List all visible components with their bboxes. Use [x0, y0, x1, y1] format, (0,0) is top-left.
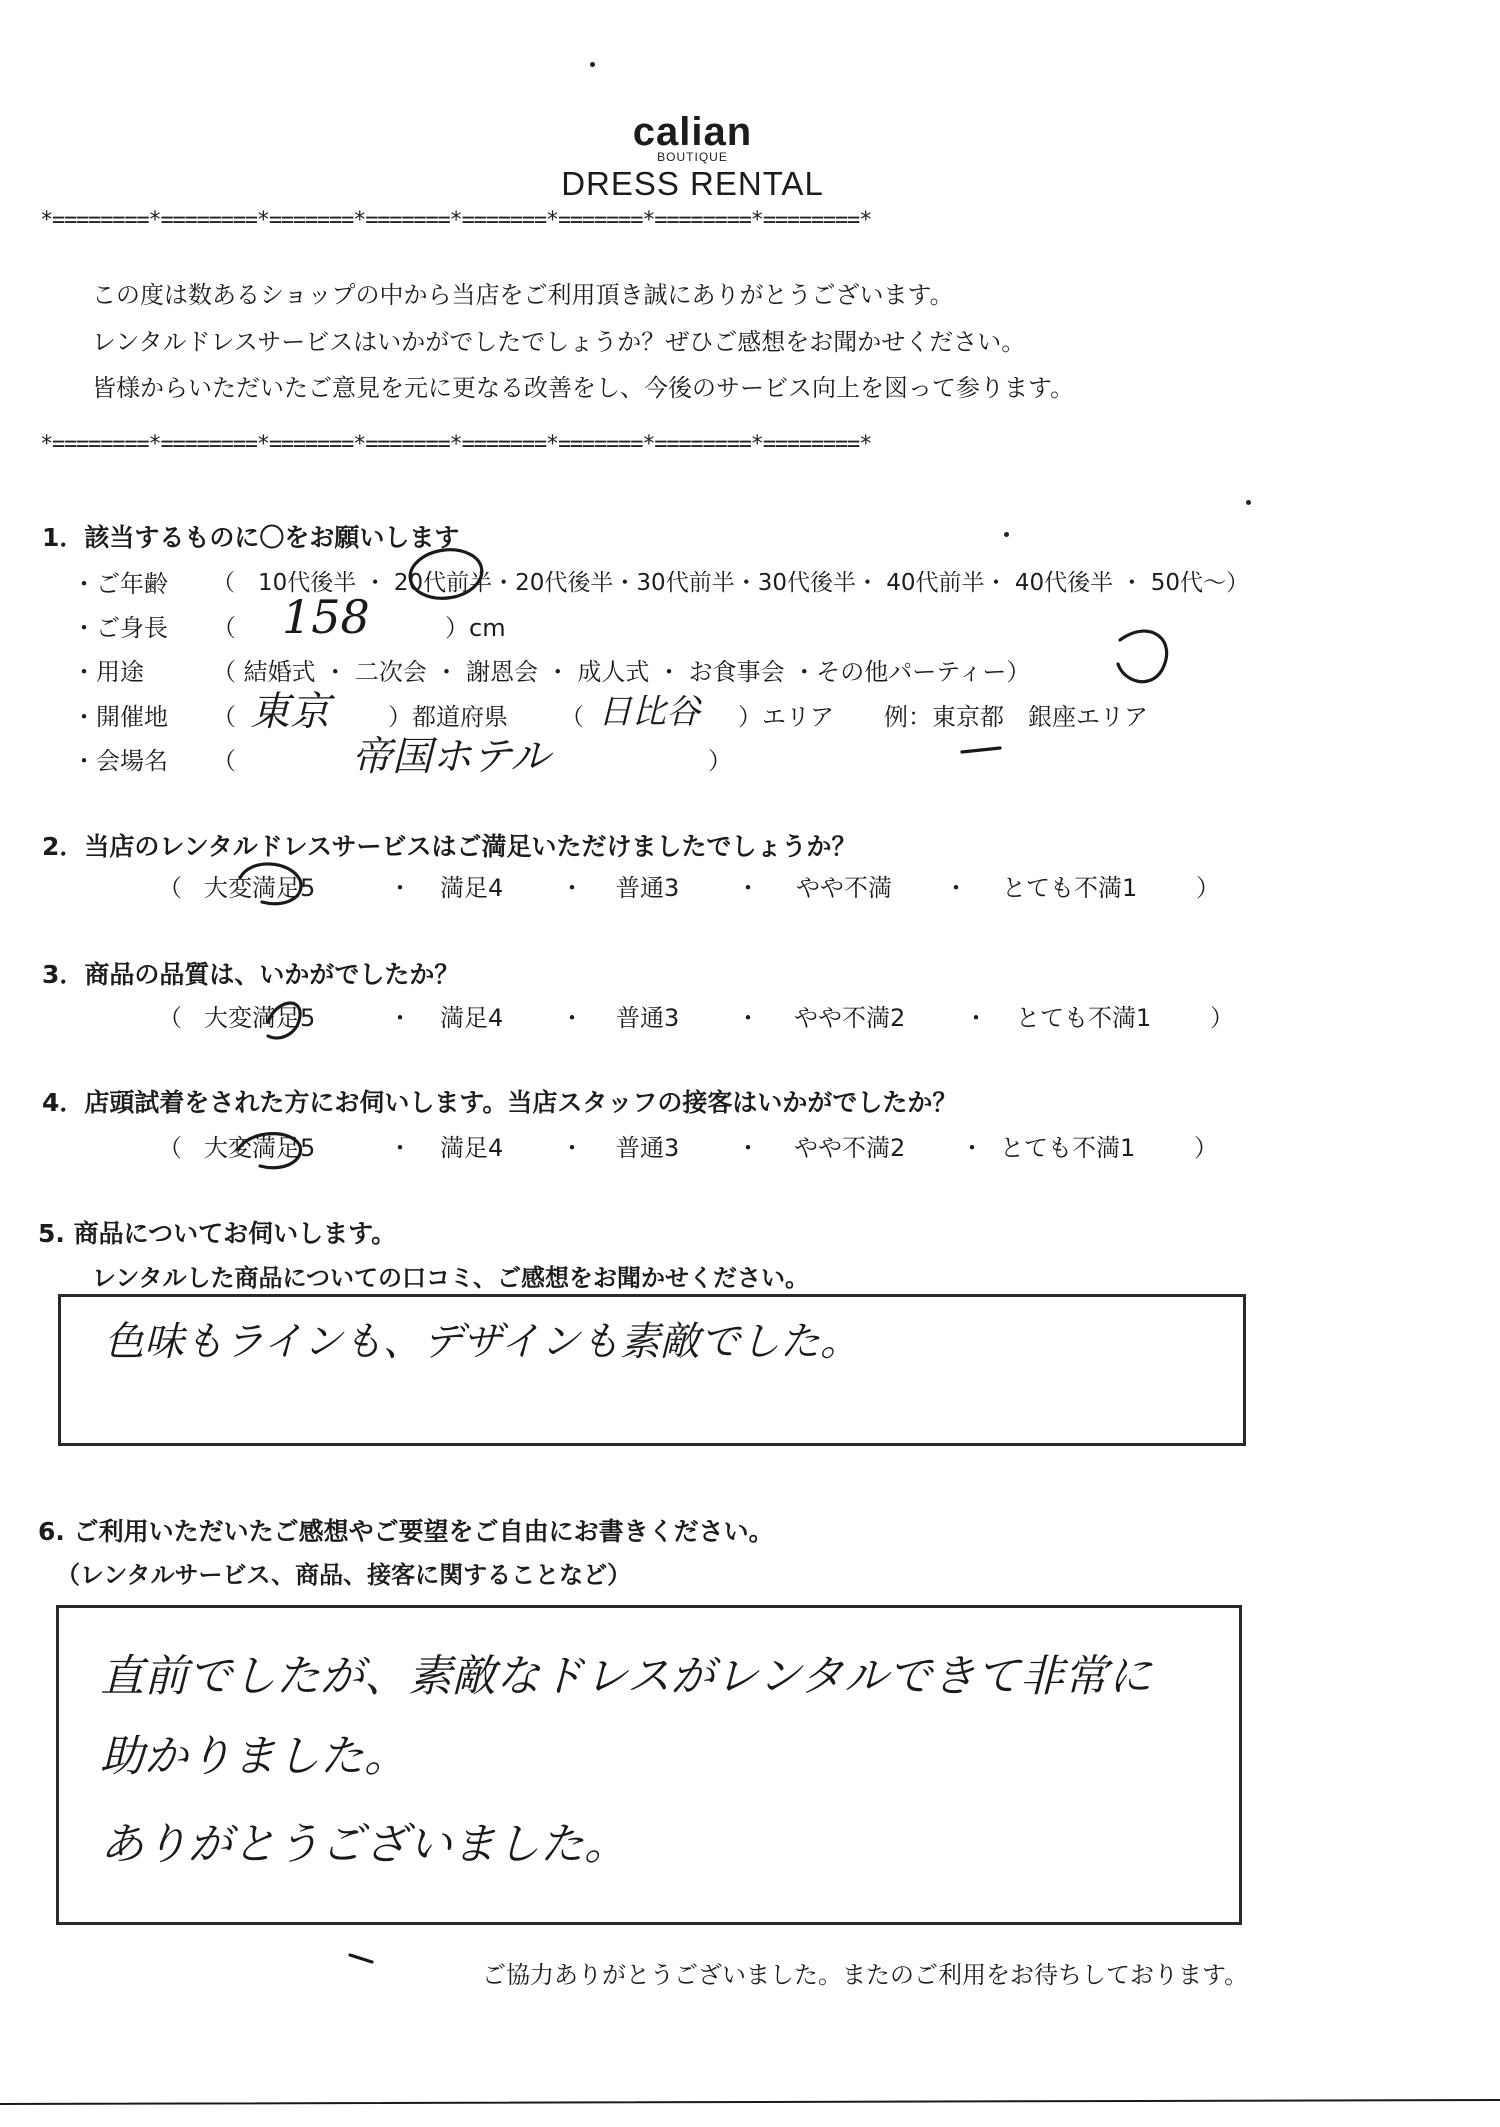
scan-speck — [1246, 500, 1251, 505]
q2-option-neutral: 普通3 — [616, 874, 680, 902]
divider-top: *========*========*=======*=======*=======*=======*========*========* — [40, 208, 872, 233]
q2-option-dissatisfied: やや不満 — [796, 874, 892, 902]
intro-line: 皆様からいただいたご意見を元に更なる改善をし、今後のサービス向上を図って参ります。 — [92, 374, 1075, 402]
intro-line: レンタルドレスサービスはいかがでしたでしょうか？ぜひご感想をお聞かせください。 — [92, 328, 1026, 356]
scan-speck — [590, 62, 595, 67]
q4-option-very-dissatisfied: とても不満1 — [1000, 1134, 1136, 1162]
height-label: ・ご身長 — [72, 614, 168, 642]
q3-separator: ・ — [388, 1004, 412, 1032]
q2-separator: ・ — [388, 874, 412, 902]
prefecture-handwritten-value: 東京 — [250, 689, 330, 735]
venue-label: ・会場名 — [72, 747, 168, 775]
q4-paren-open: （ — [158, 1134, 182, 1162]
q3-selection-mark — [268, 1003, 300, 1038]
q2-separator: ・ — [944, 874, 968, 902]
q4-option-satisfied: 満足4 — [440, 1134, 504, 1162]
q2-separator: ・ — [736, 874, 760, 902]
prefecture-suffix: ）都道府県 — [388, 703, 508, 731]
height-handwritten-value: 158 — [282, 590, 370, 644]
question-1-title: 1．該当するものに〇をお願いします — [42, 523, 460, 552]
age-label: ・ご年齢 — [72, 570, 168, 598]
q3-option-neutral: 普通3 — [616, 1004, 680, 1032]
purpose-selection-mark — [1118, 631, 1167, 682]
q2-paren-close: ） — [1196, 874, 1220, 902]
q4-option-very-satisfied: 大変満足5 — [204, 1134, 316, 1162]
q2-separator: ・ — [560, 874, 584, 902]
brand-logo: calian — [632, 110, 753, 154]
q4-separator: ・ — [736, 1134, 760, 1162]
q4-selection-mark — [238, 1134, 300, 1168]
question-5-title: 5. 商品についてお伺いします。 — [38, 1219, 397, 1248]
q5-handwritten-answer: 色味もラインも、デザインも素敵でした。 — [104, 1319, 860, 1365]
bottom-edge-line — [0, 2100, 1500, 2104]
q4-separator: ・ — [960, 1134, 984, 1162]
q3-separator: ・ — [736, 1004, 760, 1032]
purpose-label: ・用途 — [72, 658, 144, 686]
q4-paren-close: ） — [1194, 1134, 1218, 1162]
q6-handwritten-line: ありがとうございました。 — [100, 1819, 628, 1870]
brand-logo-subtitle: BOUTIQUE — [657, 150, 728, 164]
stray-pen-mark — [350, 1955, 372, 1962]
q2-option-satisfied: 満足4 — [440, 874, 504, 902]
q3-paren-close: ） — [1210, 1004, 1234, 1032]
venue-open-paren: （ — [212, 747, 236, 775]
place-example: 例：東京都 銀座エリア — [884, 703, 1148, 731]
question-4-title: 4．店頭試着をされた方にお伺いします。当店スタッフの接客はいかがでしたか？ — [42, 1088, 958, 1117]
q4-option-dissatisfied: やや不満2 — [794, 1134, 906, 1162]
place-label: ・開催地 — [72, 703, 168, 731]
venue-handwritten-value: 帝国ホテル — [352, 734, 550, 780]
area-suffix: ）エリア — [738, 703, 834, 731]
q3-option-very-satisfied: 大変満足5 — [204, 1004, 316, 1032]
height-unit: ）cm — [445, 614, 506, 642]
scan-speck — [1004, 532, 1009, 537]
q4-separator: ・ — [388, 1134, 412, 1162]
q3-separator: ・ — [560, 1004, 584, 1032]
question-6-title: 6. ご利用いただいたご感想やご要望をご自由にお書きください。 — [38, 1517, 774, 1546]
area-open-paren: （ — [560, 703, 584, 731]
height-open-paren: （ — [212, 614, 236, 642]
q2-option-very-satisfied: 大変満足5 — [204, 874, 316, 902]
q3-paren-open: （ — [158, 1004, 182, 1032]
purpose-options: （ 結婚式 ・ 二次会 ・ 謝恩会 ・ 成人式 ・ お食事会 ・その他パーティー） — [212, 658, 1031, 686]
q4-separator: ・ — [560, 1134, 584, 1162]
venue-dash-mark — [962, 748, 1000, 752]
divider-bottom: *========*========*=======*=======*=======*=======*========*========* — [40, 432, 872, 457]
age-options: （ 10代後半 ・ 20代前半・20代後半・30代前半・30代後半・ 40代前半・ 40代後半 ・ 50代～） — [212, 570, 1249, 596]
q6-handwritten-line: 助かりました。 — [100, 1731, 408, 1782]
closing-message: ご協力ありがとうございました。またのご利用をお待ちしております。 — [482, 1961, 1249, 1989]
q2-selection-mark — [240, 864, 301, 904]
question-5-subtitle: レンタルした商品についての口コミ、ご感想をお聞かせください。 — [92, 1264, 809, 1292]
q6-handwritten-line: 直前でしたが、素敵なドレスがレンタルできて非常に — [100, 1651, 1152, 1702]
venue-close-paren: ） — [708, 747, 732, 775]
area-handwritten-value: 日比谷 — [598, 692, 700, 732]
intro-line: この度は数あるショップの中から当店をご利用頂き誠にありがとうございます。 — [92, 281, 954, 309]
q2-option-very-dissatisfied: とても不満1 — [1002, 874, 1138, 902]
form-title: DRESS RENTAL — [561, 165, 824, 202]
question-2-title: 2．当店のレンタルドレスサービスはご満足いただけましたでしょうか？ — [42, 832, 857, 861]
age-selection-circle — [407, 545, 485, 603]
question-6-subtitle: （レンタルサービス、商品、接客に関することなど） — [56, 1561, 632, 1589]
q3-separator: ・ — [964, 1004, 988, 1032]
q4-option-neutral: 普通3 — [616, 1134, 680, 1162]
q2-paren-open: （ — [158, 874, 182, 902]
question-3-title: 3．商品の品質は、いかがでしたか？ — [42, 960, 460, 989]
q3-option-dissatisfied: やや不満2 — [794, 1004, 906, 1032]
q3-option-satisfied: 満足4 — [440, 1004, 504, 1032]
q3-option-very-dissatisfied: とても不満1 — [1016, 1004, 1152, 1032]
place-open-paren: （ — [212, 703, 236, 731]
